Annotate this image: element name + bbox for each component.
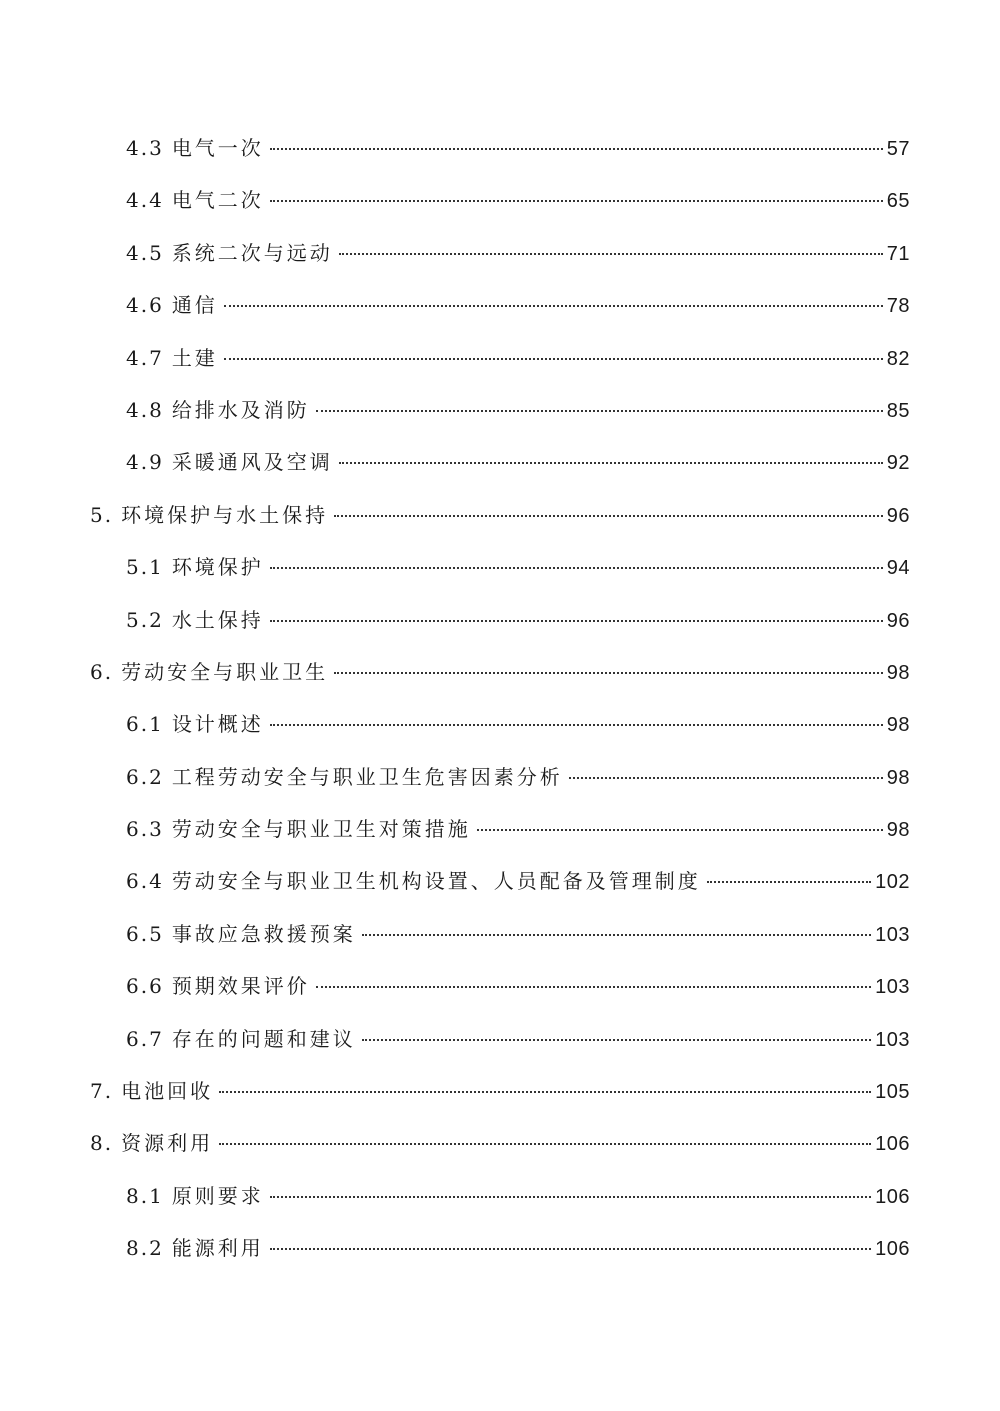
toc-entry-title: 能源利用 bbox=[171, 1236, 264, 1261]
toc-entry-title: 采暖通风及空调 bbox=[171, 450, 333, 475]
toc-entry[interactable] bbox=[90, 279, 910, 331]
toc-entry-title: 系统二次与远动 bbox=[171, 240, 333, 265]
toc-entry[interactable] bbox=[90, 541, 910, 593]
toc-entry-number: 6.1 bbox=[126, 712, 164, 737]
toc-entry[interactable] bbox=[90, 332, 910, 384]
toc-entry-number: 7. bbox=[90, 1079, 114, 1104]
toc-entry[interactable] bbox=[90, 803, 910, 855]
toc-entry-number: 8. bbox=[90, 1131, 114, 1156]
toc-entry-number: 8.1 bbox=[126, 1183, 164, 1208]
toc-entry-title: 电气二次 bbox=[171, 188, 264, 213]
toc-entry-title: 电池回收 bbox=[121, 1079, 214, 1104]
toc-entry-title: 存在的问题和建议 bbox=[171, 1026, 356, 1051]
toc-dot-leader bbox=[362, 933, 871, 936]
toc-dot-leader bbox=[316, 985, 871, 988]
toc-entry-page-number: 103 bbox=[875, 923, 910, 946]
toc-entry-number: 6.5 bbox=[126, 921, 164, 946]
toc-dot-leader bbox=[334, 671, 883, 674]
toc-entry[interactable] bbox=[90, 384, 910, 436]
toc-entry-page-number: 106 bbox=[875, 1185, 910, 1208]
toc-entry-number: 6.4 bbox=[126, 869, 164, 894]
toc-entry-page-number: 98 bbox=[886, 766, 910, 789]
toc-dot-leader bbox=[362, 1038, 871, 1041]
toc-entry-title: 土建 bbox=[171, 345, 218, 370]
toc-entry-title: 工程劳动安全与职业卫生危害因素分析 bbox=[171, 764, 563, 789]
toc-entry-page-number: 102 bbox=[875, 871, 910, 894]
toc-entry[interactable] bbox=[90, 698, 910, 750]
toc-dot-leader bbox=[270, 1195, 871, 1198]
toc-dot-leader bbox=[270, 1247, 871, 1250]
toc-entry[interactable] bbox=[90, 751, 910, 803]
toc-entry-page-number: 96 bbox=[886, 609, 910, 632]
toc-entry[interactable] bbox=[90, 1013, 910, 1065]
toc-entry[interactable] bbox=[90, 1170, 910, 1222]
toc-entry-page-number: 92 bbox=[886, 452, 910, 475]
toc-dot-leader bbox=[707, 880, 871, 883]
toc-entry-page-number: 82 bbox=[886, 347, 910, 370]
toc-entry-title: 环境保护 bbox=[171, 555, 264, 580]
toc-entry-number: 6.3 bbox=[126, 817, 164, 842]
toc-dot-leader bbox=[339, 252, 883, 255]
toc-dot-leader bbox=[270, 147, 883, 150]
toc-entry-page-number: 98 bbox=[886, 661, 910, 684]
toc-entry[interactable] bbox=[90, 908, 910, 960]
toc-dot-leader bbox=[477, 828, 883, 831]
toc-entry-number: 4.3 bbox=[126, 136, 164, 160]
toc-entry[interactable] bbox=[90, 1222, 910, 1274]
toc-entry-title: 原则要求 bbox=[171, 1183, 264, 1208]
toc-entry-page-number: 78 bbox=[886, 295, 910, 318]
toc-dot-leader bbox=[339, 461, 883, 464]
toc-dot-leader bbox=[270, 619, 883, 622]
toc-entry-title: 劳动安全与职业卫生机构设置、人员配备及管理制度 bbox=[171, 869, 701, 894]
toc-entry-number: 5.2 bbox=[126, 607, 164, 632]
toc-entry-page-number: 98 bbox=[886, 819, 910, 842]
toc-entry-number: 6. bbox=[90, 659, 114, 684]
toc-entry-page-number: 65 bbox=[886, 190, 910, 213]
toc-entry-number: 8.2 bbox=[126, 1236, 164, 1261]
toc-entry-number: 6.6 bbox=[126, 974, 164, 999]
toc-dot-leader bbox=[270, 199, 883, 202]
toc-dot-leader bbox=[224, 304, 883, 307]
toc-entry-page-number: 96 bbox=[886, 504, 910, 527]
toc-dot-leader bbox=[219, 1090, 871, 1093]
toc-entry[interactable] bbox=[90, 227, 910, 279]
toc-entry-number: 6.2 bbox=[126, 764, 164, 789]
toc-entry-title: 水土保持 bbox=[171, 607, 264, 632]
toc-entry-page-number: 57 bbox=[886, 138, 910, 160]
toc-entry-page-number: 71 bbox=[886, 242, 910, 265]
toc-entry[interactable] bbox=[90, 960, 910, 1012]
toc-entry-title: 给排水及消防 bbox=[171, 397, 310, 422]
toc-dot-leader bbox=[270, 566, 883, 569]
toc-entry[interactable] bbox=[90, 436, 910, 488]
toc-entry-page-number: 106 bbox=[875, 1133, 910, 1156]
toc-entry-title: 环境保护与水土保持 bbox=[121, 502, 329, 527]
toc-entry-number: 4.4 bbox=[126, 188, 164, 213]
toc-entry-page-number: 85 bbox=[886, 399, 910, 422]
toc-entry-number: 5. bbox=[90, 502, 114, 527]
table-of-contents bbox=[90, 122, 910, 1275]
toc-entry[interactable] bbox=[90, 1065, 910, 1117]
toc-dot-leader bbox=[316, 409, 883, 412]
toc-entry[interactable] bbox=[90, 122, 910, 174]
toc-entry-title: 劳动安全与职业卫生对策措施 bbox=[171, 817, 471, 842]
toc-entry-number: 6.7 bbox=[126, 1026, 164, 1051]
toc-entry-number: 4.5 bbox=[126, 240, 164, 265]
toc-entry[interactable] bbox=[90, 489, 910, 541]
toc-entry-number: 5.1 bbox=[126, 555, 164, 580]
toc-entry-page-number: 105 bbox=[875, 1081, 910, 1104]
toc-entry-page-number: 98 bbox=[886, 714, 910, 737]
toc-entry-title: 劳动安全与职业卫生 bbox=[121, 659, 329, 684]
toc-dot-leader bbox=[334, 514, 883, 517]
toc-entry-number: 4.6 bbox=[126, 293, 164, 318]
toc-entry-page-number: 94 bbox=[886, 557, 910, 580]
toc-entry[interactable] bbox=[90, 1117, 910, 1169]
toc-entry-page-number: 103 bbox=[875, 976, 910, 999]
toc-entry-title: 通信 bbox=[171, 293, 218, 318]
toc-entry-number: 4.8 bbox=[126, 397, 164, 422]
toc-entry-page-number: 106 bbox=[875, 1238, 910, 1261]
toc-entry[interactable] bbox=[90, 174, 910, 226]
toc-entry-title: 电气一次 bbox=[171, 136, 264, 160]
toc-dot-leader bbox=[224, 357, 883, 360]
toc-entry-title: 事故应急救援预案 bbox=[171, 921, 356, 946]
toc-entry-number: 4.7 bbox=[126, 345, 164, 370]
toc-entry-title: 资源利用 bbox=[121, 1131, 214, 1156]
toc-entry-title: 预期效果评价 bbox=[171, 974, 310, 999]
toc-dot-leader bbox=[219, 1142, 871, 1145]
toc-entry-page-number: 103 bbox=[875, 1028, 910, 1051]
toc-dot-leader bbox=[270, 723, 883, 726]
toc-entry[interactable] bbox=[90, 594, 910, 646]
toc-entry-title: 设计概述 bbox=[171, 712, 264, 737]
toc-entry[interactable] bbox=[90, 855, 910, 907]
toc-dot-leader bbox=[569, 776, 883, 779]
toc-entry[interactable] bbox=[90, 646, 910, 698]
toc-entry-number: 4.9 bbox=[126, 450, 164, 475]
